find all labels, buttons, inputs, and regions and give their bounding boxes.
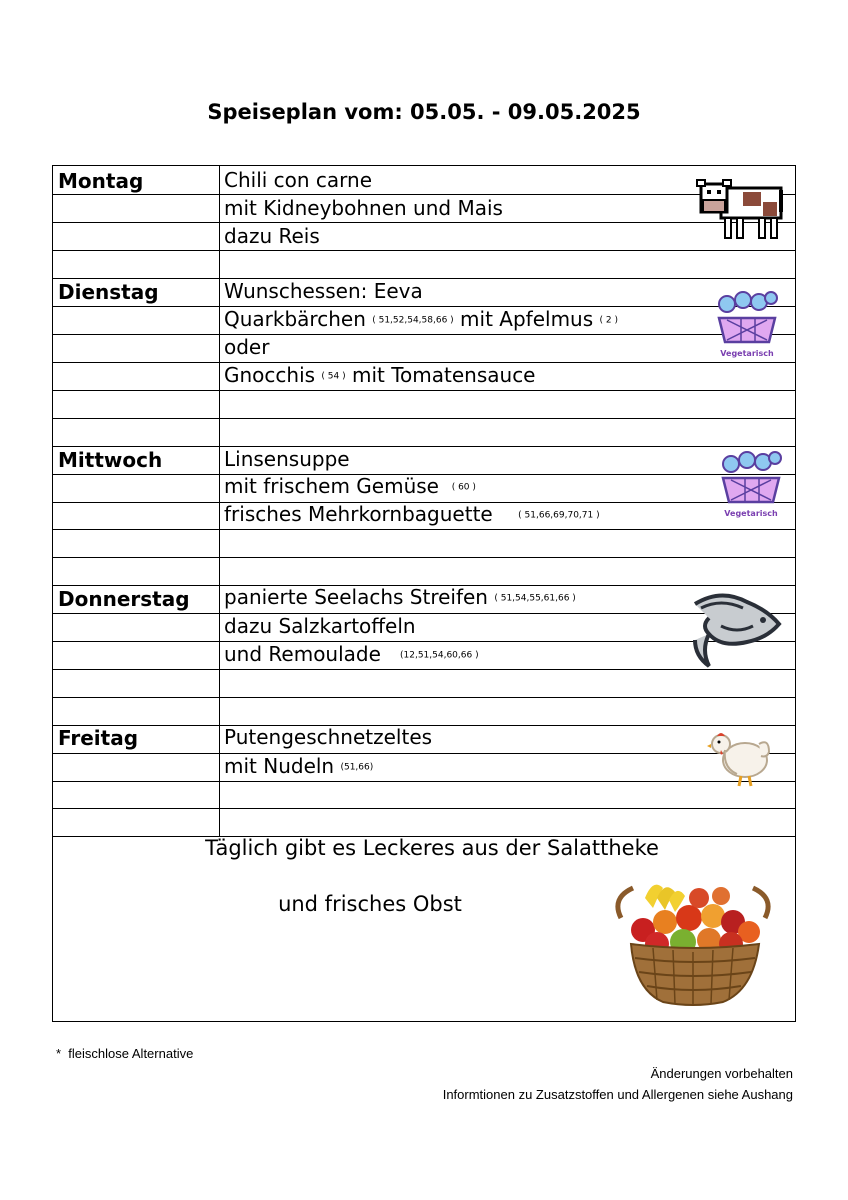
chicken-icon (707, 728, 773, 790)
day-wednesday: Mittwoch (58, 448, 163, 472)
table-row-line (53, 446, 795, 447)
table-row-line (53, 781, 795, 782)
dish-line: Wunschessen: Eeva (224, 279, 423, 303)
table-row-line (53, 613, 795, 614)
dish-line: und Remoulade (12,51,54,60,66 ) (224, 642, 479, 666)
svg-text:Vegetarisch: Vegetarisch (724, 509, 778, 518)
day-friday: Freitag (58, 726, 139, 750)
table-row-line (53, 222, 795, 223)
dish-line: mit frischem Gemüse ( 60 ) (224, 474, 476, 498)
salad-bar-text: Täglich gibt es Leckeres aus der Salattheke (205, 836, 659, 860)
dish-line: dazu Reis (224, 224, 320, 248)
dish-line: frisches Mehrkornbaguette ( 51,66,69,70,71 ) (224, 502, 600, 526)
vegetarian-icon (715, 450, 787, 522)
fish-icon (691, 590, 783, 670)
svg-text:Vegetarisch: Vegetarisch (720, 349, 774, 358)
fruit-text: und frisches Obst (278, 892, 462, 916)
dish-line: Chili con carne (224, 168, 373, 192)
menu-table (52, 165, 796, 1022)
vegetarian-icon (711, 290, 783, 362)
dish-line: Quarkbärchen ( 51,52,54,58,66 ) mit Apfelmus ( 2 ) (224, 307, 618, 331)
table-row-line (53, 808, 795, 809)
cow-icon (693, 176, 789, 242)
dish-line: Putengeschnetzeltes (224, 725, 433, 749)
dish-line: Linsensuppe (224, 447, 350, 471)
changes-note: Änderungen vorbehalten (650, 1066, 793, 1081)
table-row-line (53, 418, 795, 419)
day-monday: Montag (58, 169, 144, 193)
fruit-basket-icon (613, 878, 773, 1008)
dish-line: dazu Salzkartoffeln (224, 614, 416, 638)
table-row-line (53, 697, 795, 698)
day-thursday: Donnerstag (58, 587, 190, 611)
dish-line: mit Kidneybohnen und Mais (224, 196, 503, 220)
dish-line: oder (224, 335, 270, 359)
table-row-line (53, 278, 795, 279)
dish-line: Gnocchis ( 54 ) mit Tomatensauce (224, 363, 536, 387)
column-divider (219, 166, 220, 836)
dish-line: mit Nudeln (51,66) (224, 754, 374, 778)
dish-line: panierte Seelachs Streifen ( 51,54,55,61,66 ) (224, 585, 576, 609)
table-row-line (53, 557, 795, 558)
day-tuesday: Dienstag (58, 280, 159, 304)
table-row-line (53, 250, 795, 251)
table-row-line (53, 753, 795, 754)
allergen-info-note: Informtionen zu Zusatzstoffen und Allergenen siehe Aushang (442, 1087, 793, 1102)
page-title: Speiseplan vom: 05.05. - 09.05.2025 (207, 100, 641, 124)
meatless-note: * fleischlose Alternative (56, 1046, 194, 1061)
